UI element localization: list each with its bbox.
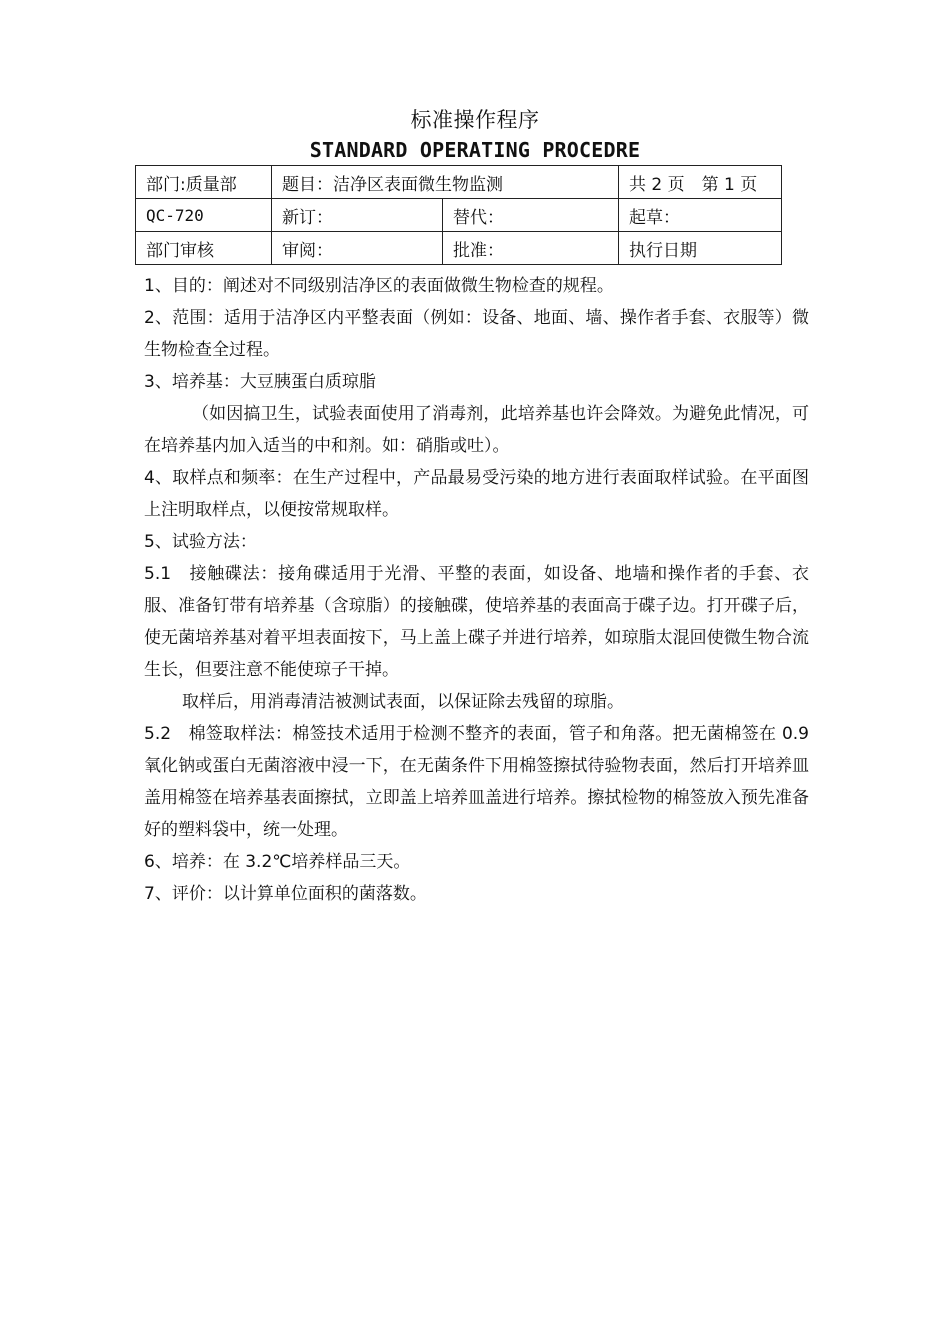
replaces-cell: 替代： [443,199,619,232]
section-contact-plate-note: 取样后，用消毒清洁被测试表面，以保证除去残留的琼脂。 [182,692,624,712]
section-medium-note: （如因搞卫生，试验表面使用了消毒剂，此培养基也许会降效。为避免此情况，可在培养基内加入适当的中和剂。如：硝脂或吐）。 [144,404,809,456]
department-review-cell: 部门审核 [136,232,272,265]
section-methods: 5、试验方法： [144,532,257,552]
section-sampling: 4、取样点和频率：在生产过程中，产品最易受污染的地方进行表面取样试验。在平面图上注明取样点，以便按常规取样。 [144,468,809,520]
subject-cell: 题目：洁净区表面微生物监测 [272,166,619,199]
effective-date-cell: 执行日期 [619,232,782,265]
section-contact-plate: 5.1 接触碟法：接角碟适用于光滑、平整的表面，如设备、地墙和操作者的手套、衣服、准备钉带有培养基（含琼脂）的接触碟，使培养基的表面高于碟子边。打开碟子后，使无菌培养基对着平坦表面按下，马上盖上碟子并进行培养，如琼脂太混回使微生物合流生长，但要注意不能使琼子干掉。 [144,564,809,680]
new-revision-cell: 新订： [272,199,443,232]
document-code-cell: QC-720 [136,199,272,232]
department-cell: 部门:质量部 [136,166,272,199]
section-medium: 3、培养基：大豆胰蛋白质琼脂 [144,372,376,392]
section-incubation: 6、培养：在 3.2℃培养样品三天。 [144,852,411,872]
approved-by-cell: 批准： [443,232,619,265]
reviewed-by-cell: 审阅： [272,232,443,265]
document-title-en: STANDARD OPERATING PROCEDRE [309,138,641,162]
page-count-cell: 共 2 页 第 1 页 [619,166,782,199]
section-swab: 5.2 棉签取样法：棉签技术适用于检测不整齐的表面，管子和角落。把无菌棉签在 0.9 氧化钠或蛋白无菌溶液中浸一下，在无菌条件下用棉签擦拭待验物表面，然后打开培养皿盖用棉签在培养基表面擦拭，立即盖上培养皿盖进行培养。擦拭检物的棉签放入预先准备好的塑料袋中，统一处理。 [144,724,809,840]
drafted-by-cell: 起草： [619,199,782,232]
section-purpose: 1、目的：阐述对不同级别洁净区的表面做微生物检查的规程。 [144,276,614,296]
section-evaluation: 7、评价：以计算单位面积的菌落数。 [144,884,427,904]
document-title-cn: 标准操作程序 [410,108,540,132]
header-row-3 [136,232,782,265]
section-scope: 2、范围：适用于洁净区内平整表面（例如：设备、地面、墙、操作者手套、衣服等）微生物检查全过程。 [144,308,809,360]
document-body [144,270,809,910]
header-table [135,165,782,265]
header-row-2 [136,199,782,232]
header-row-1 [136,166,782,199]
